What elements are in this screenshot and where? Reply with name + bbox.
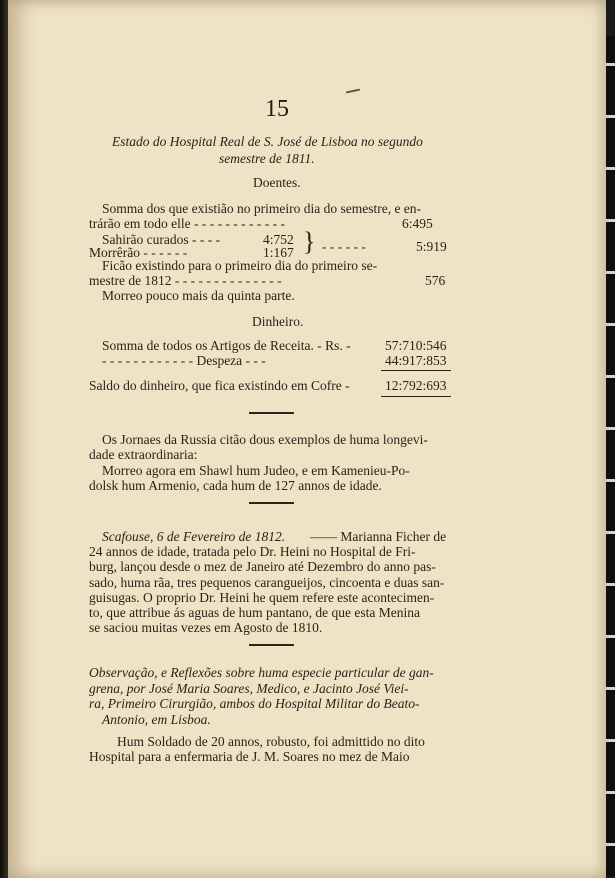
observacao-line3: ra, Primeiro Cirurgião, ambos do Hospital Militar do Beato- xyxy=(89,696,420,711)
brace-dashes: - - - - - - xyxy=(322,239,366,254)
dinheiro-heading: Dinheiro. xyxy=(252,314,304,329)
ficao-line1: Ficão existindo para o primeiro dia do primeiro se- xyxy=(102,258,378,273)
scafouse-dateline: Scafouse, 6 de Fevereiro de 1812. xyxy=(102,529,286,544)
ficao-line2-text: mestre de 1812 - - - - - - - - - - - - - - xyxy=(89,273,282,288)
report-title-line1: Estado do Hospital Real de S. José de Lisboa no segundo xyxy=(112,134,423,149)
doentes-heading: Doentes. xyxy=(253,175,301,190)
doentes-line1: Somma dos que existião no primeiro dia do semestre, e en- xyxy=(102,201,422,216)
soldado-line2: Hospital para a enfermaria de J. M. Soares no mez de Maio xyxy=(89,749,410,764)
despeza-value: 44:917:853 xyxy=(385,353,447,368)
observacao-line4: Antonio, em Lisboa. xyxy=(102,712,211,727)
sum-rule xyxy=(381,370,451,371)
observacao-line2: grena, por José Maria Soares, Medico, e Jacinto José Viei- xyxy=(89,681,409,696)
sahirao-label: Sahirão curados - - - - xyxy=(102,232,221,247)
brace-total: 5:919 xyxy=(416,239,447,254)
morrerao-value: 1:167 xyxy=(263,245,294,260)
scafouse-line4: sado, huma rãa, tres pequenos carangueijos, cincoenta e duas san- xyxy=(89,575,445,590)
sahirao-value: 4:752 xyxy=(263,232,294,247)
scafouse-line2: 24 annos de idade, tratada pelo Dr. Heini no Hospital de Fri- xyxy=(89,544,416,559)
scafouse-line6: to, que attribue ás aguas de hum pantano, de que esta Menina xyxy=(89,605,421,620)
despeza-text: - - - - - - - - - - - - Despeza - - - xyxy=(102,353,266,368)
total-rule xyxy=(381,396,451,397)
receita-value: 57:710:546 xyxy=(385,338,447,353)
soldado-line1: Hum Soldado de 20 annos, robusto, foi admittido no dito xyxy=(117,734,425,749)
brace-symbol: } xyxy=(303,227,316,256)
observacao-line1: Observação, e Reflexões sobre huma especie particular de gan- xyxy=(89,665,434,680)
morrerao-label: Morrêrão - - - - - - xyxy=(89,245,188,260)
scafouse-line1-rest: —— Marianna Ficher de xyxy=(310,529,447,544)
report-title-line2: semestre de 1811. xyxy=(219,151,315,166)
scafouse-line5: guisugas. O proprio Dr. Heini he quem refere este acontecimen- xyxy=(89,590,435,605)
scafouse-line3: burg, lançou desde o mez de Janeiro até Dezembro do anno pas- xyxy=(89,559,436,574)
measuring-ruler xyxy=(606,36,615,876)
ficao-value: 576 xyxy=(425,273,446,288)
russia-line3: Morreo agora em Shawl hum Judeo, e em Kamenieu-Po- xyxy=(102,463,410,478)
page-number: 15 xyxy=(265,96,289,122)
doentes-line2-value: 6:495 xyxy=(402,216,433,231)
russia-line1: Os Jornaes da Russia citão dous exemplos de huma longevi- xyxy=(102,432,428,447)
book-spine-edge xyxy=(0,0,8,878)
scafouse-line7: se saciou muitas vezes em Agosto de 1810. xyxy=(89,620,323,635)
morreo-note: Morreo pouco mais da quinta parte. xyxy=(102,288,295,303)
saldo-text: Saldo do dinheiro, que fica existindo em Cofre - xyxy=(89,378,350,393)
doentes-line2-text: trárão em todo elle - - - - - - - - - - - - xyxy=(89,216,286,231)
section-separator xyxy=(249,412,294,414)
russia-line4: dolsk hum Armenio, cada hum de 127 annos de idade. xyxy=(89,478,382,493)
section-separator xyxy=(249,644,294,646)
saldo-value: 12:792:693 xyxy=(385,378,447,393)
section-separator xyxy=(249,502,294,504)
russia-line2: dade extraordinaria: xyxy=(89,447,198,462)
receita-text: Somma de todos os Artigos de Receita. - Rs. - xyxy=(102,338,351,353)
